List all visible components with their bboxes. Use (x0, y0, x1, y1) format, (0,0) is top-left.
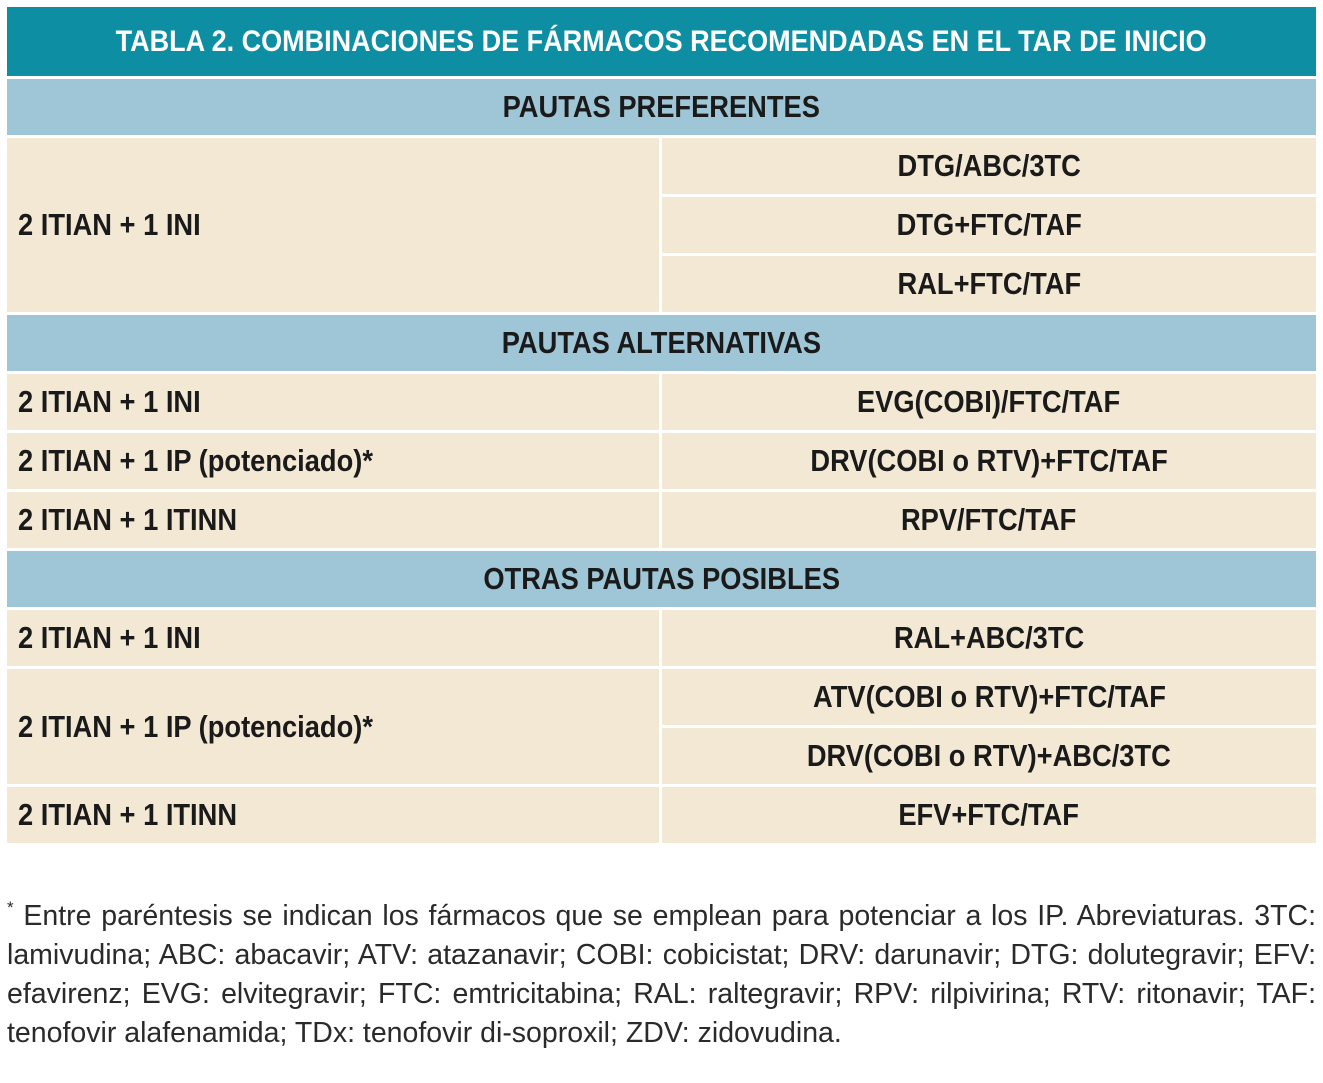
footnote-marker: * (7, 898, 14, 917)
regimen-class-label: 2 ITIAN + 1 ITINN (18, 797, 238, 832)
regimen-class-cell (7, 433, 659, 489)
regimen-class-cell (7, 374, 659, 430)
section-heading-text: PAUTAS PREFERENTES (502, 89, 821, 124)
drug-combination-cell (662, 197, 1316, 253)
section-heading (7, 79, 1316, 135)
drug-combination-label: DRV(COBI o RTV)+FTC/TAF (810, 443, 1168, 478)
table-title: TABLA 2. COMBINACIONES DE FÁRMACOS RECOMENDADAS EN EL TAR DE INICIO (115, 24, 1208, 58)
regimen-class-label: 2 ITIAN + 1 ITINN (18, 502, 238, 537)
drug-combination-cell (662, 138, 1316, 194)
drug-combination-cell (662, 374, 1316, 430)
section-heading-text: PAUTAS ALTERNATIVAS (501, 325, 822, 360)
drug-combination-cell (662, 728, 1316, 784)
regimen-class-label: 2 ITIAN + 1 INI (18, 384, 201, 419)
footnote-note: Entre paréntesis se indican los fármacos que se emplean para potenciar a los IP. (23, 900, 1069, 932)
drug-combination-label: RAL+ABC/3TC (893, 620, 1085, 655)
regimen-class-label: 2 ITIAN + 1 INI (18, 620, 201, 655)
drug-combination-cell (662, 669, 1316, 725)
drug-combination-cell (662, 787, 1316, 843)
section-heading (7, 315, 1316, 371)
section-heading (7, 551, 1316, 607)
regimen-class-cell (7, 138, 659, 312)
drug-combination-label: EFV+FTC/TAF (898, 797, 1080, 832)
drug-combination-label: RPV/FTC/TAF (901, 502, 1077, 537)
regimen-class-label: 2 ITIAN + 1 INI (18, 207, 201, 242)
drug-combination-cell (662, 610, 1316, 666)
drug-combination-cell (662, 433, 1316, 489)
drug-combination-label: EVG(COBI)/FTC/TAF (857, 384, 1121, 419)
regimen-class-cell (7, 492, 659, 548)
regimen-class-label: 2 ITIAN + 1 IP (potenciado)* (18, 708, 373, 744)
drug-combination-cell (662, 492, 1316, 548)
table-title-bar (7, 7, 1316, 76)
drug-combination-label: DTG/ABC/3TC (897, 148, 1081, 183)
regimen-class-label: 2 ITIAN + 1 IP (potenciado)* (18, 443, 373, 478)
drug-combination-label: DRV(COBI o RTV)+ABC/3TC (806, 738, 1172, 773)
drug-combination-cell (662, 256, 1316, 312)
section-heading-text: OTRAS PAUTAS POSIBLES (483, 561, 840, 596)
regimen-class-cell (7, 669, 659, 784)
footnote-abbreviations: Abreviaturas. 3TC: lamivudina; ABC: abacavir; ATV: atazanavir; COBI: cobicistat; DRV: darunavir; DTG: dolutegravir; EFV: efavirenz; EVG: elvitegravir; FTC: emtricitabina; RAL: raltegravir; RPV: rilpivirina; RTV: ritonavir; TAF: tenofovir alafenamida; TDx: tenofovir di-soproxil; ZDV: zidovudina. (7, 900, 1316, 1049)
drug-combination-label: DTG+FTC/TAF (896, 207, 1082, 242)
drug-combination-label: RAL+FTC/TAF (897, 266, 1081, 301)
table-footnote (7, 888, 1316, 1053)
regimen-class-cell (7, 787, 659, 843)
regimen-class-cell (7, 610, 659, 666)
drug-combination-label: ATV(COBI o RTV)+FTC/TAF (812, 679, 1166, 714)
